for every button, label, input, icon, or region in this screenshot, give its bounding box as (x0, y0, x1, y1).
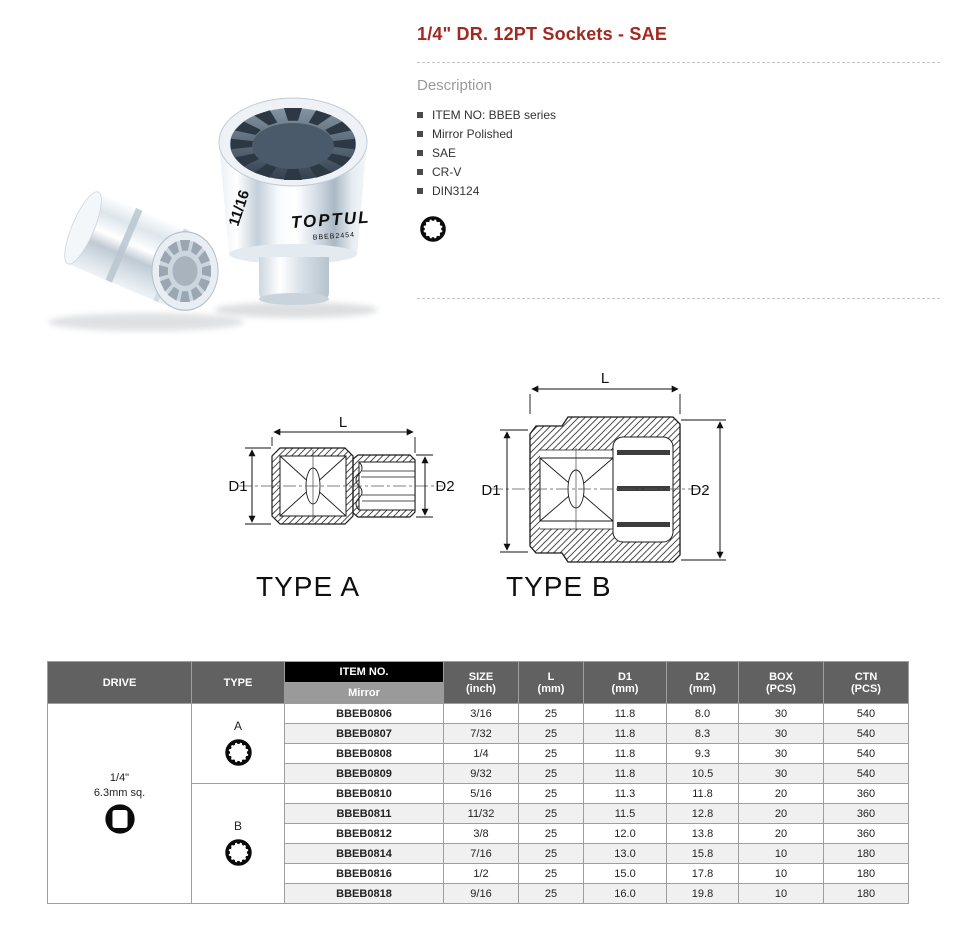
cell-ctn: 540 (824, 704, 909, 724)
header-line1: D1 (617, 670, 633, 683)
type-a-diagram (225, 412, 460, 537)
cell-ctn: 360 (824, 784, 909, 804)
cell-size: 9/32 (444, 764, 519, 784)
dim-label-d1: D1 (228, 478, 248, 495)
col-header-mirror: Mirror (285, 683, 444, 704)
header-line2: (PCS) (851, 682, 881, 695)
header-line1: CTN (854, 670, 878, 683)
cell-l: 25 (519, 804, 584, 824)
cell-item: BBEB0808 (285, 744, 444, 764)
cell-size: 1/2 (444, 864, 519, 884)
bullet-square-icon (417, 169, 423, 175)
cell-d2: 8.3 (667, 724, 739, 744)
cell-d2: 19.8 (667, 884, 739, 904)
cell-item: BBEB0812 (285, 824, 444, 844)
col-header-box (739, 662, 824, 704)
header-line2: (mm) (689, 682, 716, 695)
cell-box: 30 (739, 764, 824, 784)
cell-item: BBEB0814 (285, 844, 444, 864)
list-item-label: ITEM NO: BBEB series (432, 107, 557, 122)
cell-ctn: 540 (824, 764, 909, 784)
cell-ctn: 360 (824, 804, 909, 824)
header-line2: (PCS) (766, 682, 796, 695)
list-item-label: CR-V (432, 164, 462, 179)
drive-cell (48, 704, 192, 904)
cell-d2: 11.8 (667, 784, 739, 804)
cell-l: 25 (519, 864, 584, 884)
divider (417, 298, 940, 299)
cell-d1: 16.0 (584, 884, 667, 904)
cell-d2: 10.5 (667, 764, 739, 784)
header-line1: L (547, 670, 555, 683)
cell-box: 30 (739, 704, 824, 724)
cell-l: 25 (519, 764, 584, 784)
cell-item: BBEB0818 (285, 884, 444, 904)
cell-ctn: 360 (824, 824, 909, 844)
list-item (417, 162, 817, 181)
col-header-drive: DRIVE (48, 662, 192, 704)
shadow (48, 313, 244, 331)
cell-size: 3/16 (444, 704, 519, 724)
cell-d1: 11.8 (584, 744, 667, 764)
cell-l: 25 (519, 884, 584, 904)
col-header-l (519, 662, 584, 704)
cell-d2: 15.8 (667, 844, 739, 864)
divider (417, 62, 940, 63)
cell-l: 25 (519, 784, 584, 804)
list-item (417, 143, 817, 162)
cell-d1: 11.8 (584, 724, 667, 744)
cell-item: BBEB0810 (285, 784, 444, 804)
cell-ctn: 180 (824, 844, 909, 864)
table-row (48, 704, 909, 724)
bullet-square-icon (417, 188, 423, 194)
cell-d2: 13.8 (667, 824, 739, 844)
cell-size: 11/32 (444, 804, 519, 824)
description-list (417, 105, 817, 200)
header-line2: (mm) (537, 682, 565, 695)
socket-12pt-icon (417, 213, 449, 245)
engraving-item-no: BBEB2454 (312, 231, 356, 242)
cell-box: 10 (739, 864, 824, 884)
cell-d2: 12.8 (667, 804, 739, 824)
col-header-item-no: ITEM NO. (285, 662, 444, 683)
list-item (417, 181, 817, 200)
cell-box: 20 (739, 824, 824, 844)
header-line2: (inch) (466, 682, 496, 695)
cell-item: BBEB0806 (285, 704, 444, 724)
cell-size: 5/16 (444, 784, 519, 804)
dim-label-d1: D1 (481, 482, 501, 499)
engraving-size: 11/16 (225, 188, 254, 229)
cell-l: 25 (519, 844, 584, 864)
header-line1: D2 (695, 670, 710, 683)
cell-ctn: 180 (824, 864, 909, 884)
col-header-type: TYPE (192, 662, 285, 704)
type-b-cell (192, 784, 285, 904)
cell-d1: 11.8 (584, 764, 667, 784)
cell-item: BBEB0816 (285, 864, 444, 884)
list-item (417, 105, 817, 124)
type-letter: A (233, 718, 242, 733)
header-line2: (mm) (611, 682, 639, 695)
type-letter: B (233, 818, 242, 833)
cell-item: BBEB0807 (285, 724, 444, 744)
dim-label-l: L (600, 370, 610, 387)
cell-box: 30 (739, 744, 824, 764)
cell-ctn: 540 (824, 724, 909, 744)
type-b-diagram (478, 362, 728, 567)
dim-label-d2: D2 (690, 482, 710, 499)
list-item (417, 124, 817, 143)
socket-12pt-icon (222, 836, 255, 869)
header-line1: BOX (769, 670, 793, 683)
col-header-ctn (824, 662, 909, 704)
list-item-label: SAE (432, 145, 457, 160)
cell-size: 3/8 (444, 824, 519, 844)
cell-item: BBEB0811 (285, 804, 444, 824)
cell-size: 7/16 (444, 844, 519, 864)
cell-l: 25 (519, 724, 584, 744)
list-item-label: Mirror Polished (432, 126, 513, 141)
cell-box: 30 (739, 724, 824, 744)
cell-d1: 15.0 (584, 864, 667, 884)
socket-12pt-icon (222, 736, 255, 769)
cell-d2: 9.3 (667, 744, 739, 764)
product-photo (25, 85, 395, 335)
cell-box: 10 (739, 844, 824, 864)
square-drive-icon (103, 802, 137, 836)
dim-label-l: L (338, 414, 348, 431)
col-header-size (444, 662, 519, 704)
cell-box: 20 (739, 804, 824, 824)
type-a-caption: TYPE A (256, 571, 361, 602)
cell-d2: 8.0 (667, 704, 739, 724)
cell-box: 10 (739, 884, 824, 904)
cell-box: 20 (739, 784, 824, 804)
cell-l: 25 (519, 704, 584, 724)
drive-mm-label: 6.3mm sq. (93, 786, 146, 799)
cell-d1: 13.0 (584, 844, 667, 864)
col-header-d2 (667, 662, 739, 704)
type-a-cell (192, 704, 285, 784)
cell-size: 9/16 (444, 884, 519, 904)
dim-label-d2: D2 (435, 478, 455, 495)
cell-d1: 11.5 (584, 804, 667, 824)
cell-l: 25 (519, 824, 584, 844)
cell-d2: 17.8 (667, 864, 739, 884)
list-item-label: DIN3124 (432, 183, 480, 198)
spec-table (47, 661, 909, 904)
page-title: 1/4" DR. 12PT Sockets - SAE (417, 24, 668, 44)
engraving-brand: TOPTUL (290, 207, 372, 233)
cell-d1: 12.0 (584, 824, 667, 844)
bullet-square-icon (417, 131, 423, 137)
cell-ctn: 180 (824, 884, 909, 904)
type-b-caption: TYPE B (506, 571, 612, 602)
small-socket (58, 188, 218, 311)
cell-ctn: 540 (824, 744, 909, 764)
description-heading: Description (417, 77, 493, 94)
large-socket (219, 98, 372, 305)
cell-d1: 11.3 (584, 784, 667, 804)
cell-size: 1/4 (444, 744, 519, 764)
bullet-square-icon (417, 150, 423, 156)
cell-size: 7/32 (444, 724, 519, 744)
cell-d1: 11.8 (584, 704, 667, 724)
cell-l: 25 (519, 744, 584, 764)
cell-item: BBEB0809 (285, 764, 444, 784)
drive-size-label: 1/4" (109, 771, 130, 784)
header-line1: SIZE (468, 670, 494, 683)
col-header-d1 (584, 662, 667, 704)
bullet-square-icon (417, 112, 423, 118)
